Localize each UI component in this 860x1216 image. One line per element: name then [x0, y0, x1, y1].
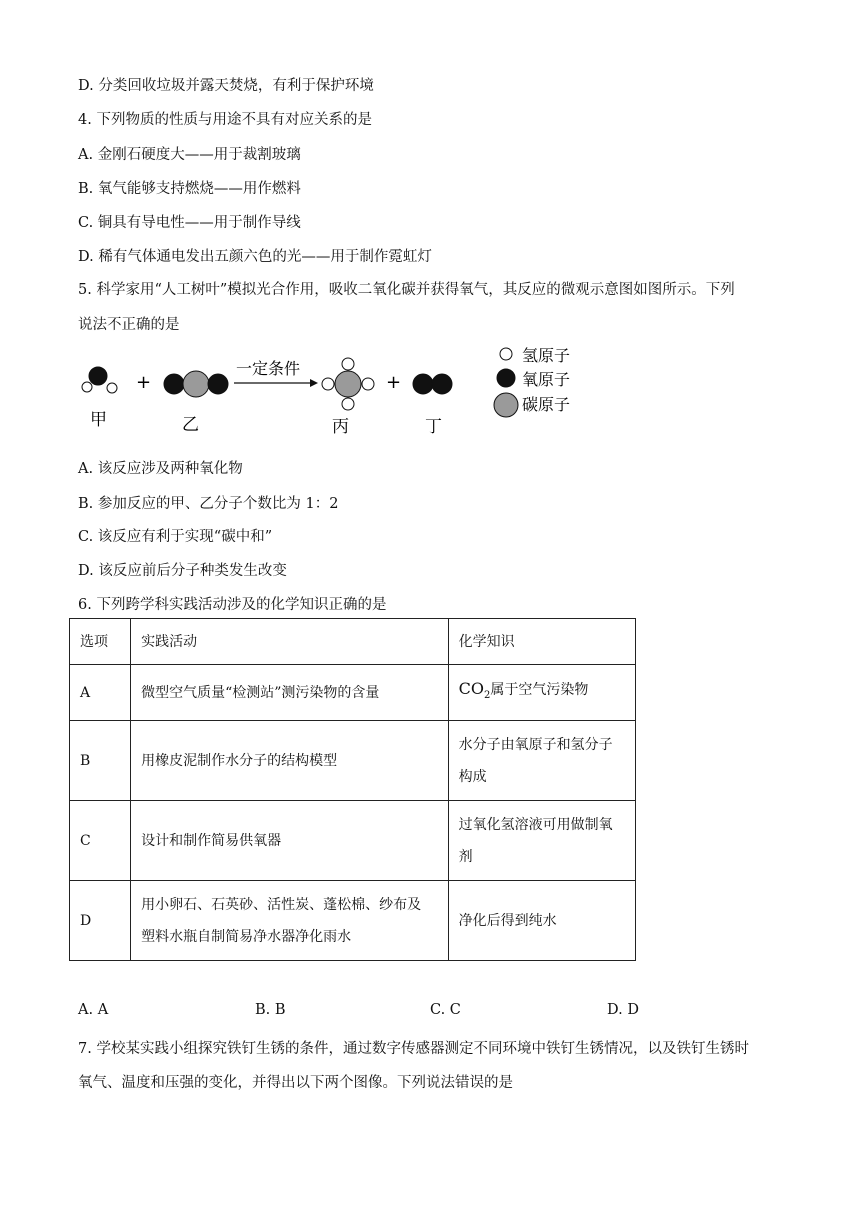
activity-line2: 塑料水瓶自制简易净水器净化雨水 [141, 928, 352, 945]
oxygen-atom [413, 374, 433, 394]
knowledge-line1: 过氧化氢溶液可用做制氧 [458, 816, 613, 833]
answer-option-d: D. D [607, 1002, 639, 1018]
table-row [70, 801, 636, 881]
molecule-bing [322, 358, 374, 410]
arrow-condition: 一定条件 [236, 359, 301, 378]
molecule-jia [82, 367, 117, 393]
arrow-head-icon [310, 379, 318, 387]
answer-option-c: C. C [430, 1002, 461, 1018]
q4-stem: 4. 下列物质的性质与用途不具有对应关系的是 [78, 112, 372, 128]
oxygen-atom [208, 374, 228, 394]
cell-activity: 用橡皮泥制作水分子的结构模型 [131, 721, 449, 801]
carbon-legend-icon [494, 393, 518, 417]
oxygen-atom [164, 374, 184, 394]
hydrogen-legend-icon [500, 348, 512, 360]
q5-option-b: B. 参加反应的甲、乙分子个数比为 1：2 [78, 496, 339, 512]
header-option: 选项 [70, 619, 131, 665]
knowledge-line2: 构成 [458, 768, 487, 785]
cell-knowledge [448, 801, 635, 881]
table-row [70, 721, 636, 801]
cell-activity: 微型空气质量“检测站”测污染物的含量 [131, 665, 449, 721]
cell-knowledge [448, 665, 635, 721]
header-activity: 实践活动 [131, 619, 449, 665]
label-bing: 丙 [332, 417, 349, 437]
legend-carbon: 碳原子 [522, 395, 571, 414]
q4-option-d: D. 稀有气体通电发出五颜六色的光——用于制作霓虹灯 [78, 249, 432, 265]
q7-stem-line1: 7. 学校某实践小组探究铁钉生锈的条件，通过数字传感器测定不同环境中铁钉生锈情况，以及铁钉生锈时 [78, 1041, 749, 1057]
knowledge-text: 属于空气污染物 [490, 682, 589, 699]
q4-option-c: C. 铜具有导电性——用于制作导线 [78, 215, 301, 231]
cell-activity: 设计和制作简易供氧器 [131, 801, 449, 881]
knowledge-line2: 剂 [458, 848, 473, 865]
cell-option: A [70, 665, 131, 721]
q7-stem-line2: 氧气、温度和压强的变化，并得出以下两个图像。下列说法错误的是 [78, 1075, 513, 1091]
q3-option-d: D. 分类回收垃圾并露天焚烧，有利于保护环境 [78, 78, 374, 94]
q4-option-b: B. 氧气能够支持燃烧——用作燃料 [78, 181, 301, 197]
q5-stem-line2: 说法不正确的是 [78, 317, 180, 333]
molecule-yi [164, 371, 228, 397]
q5-stem-line1: 5. 科学家用“人工树叶”模拟光合作用，吸收二氧化碳并获得氧气，其反应的微观示意图如图所示。下列 [78, 282, 735, 298]
oxygen-atom [89, 367, 107, 385]
hydrogen-atom [107, 383, 117, 393]
q6-answer-options [78, 1002, 678, 1022]
table-row [70, 665, 636, 721]
hydrogen-atom [82, 382, 92, 392]
oxygen-atom [432, 374, 452, 394]
cell-option: B [70, 721, 131, 801]
cell-option: C [70, 801, 131, 881]
carbon-atom [183, 371, 209, 397]
q6-stem: 6. 下列跨学科实践活动涉及的化学知识正确的是 [78, 597, 387, 613]
co2-subscript: 2 [484, 689, 491, 701]
oxygen-legend-icon [497, 369, 515, 387]
q5-option-d: D. 该反应前后分子种类发生改变 [78, 563, 287, 579]
knowledge-line1: 水分子由氧原子和氢分子 [458, 736, 613, 753]
molecule-ding [413, 374, 452, 394]
plus-sign-1: + [136, 372, 152, 393]
cell-knowledge: 净化后得到纯水 [448, 881, 635, 961]
cell-knowledge [448, 721, 635, 801]
carbon-atom [335, 371, 361, 397]
answer-option-a: A. A [78, 1002, 109, 1018]
co2-formula: CO [458, 679, 484, 699]
q5-option-a: A. 该反应涉及两种氧化物 [78, 461, 243, 477]
table-row [70, 881, 636, 961]
hydrogen-atom [362, 378, 374, 390]
table-header-row [70, 619, 636, 665]
q5-option-c: C. 该反应有利于实现“碳中和” [78, 529, 273, 545]
q6-table [69, 618, 636, 961]
hydrogen-atom [342, 358, 354, 370]
label-jia: 甲 [90, 410, 107, 430]
atom-legend [490, 342, 610, 432]
hydrogen-atom [342, 398, 354, 410]
label-ding: 丁 [425, 417, 442, 437]
hydrogen-atom [322, 378, 334, 390]
plus-sign-2: + [386, 372, 402, 393]
q4-option-a: A. 金刚石硬度大——用于裁割玻璃 [78, 147, 301, 163]
cell-activity [131, 881, 449, 961]
answer-option-b: B. B [255, 1002, 286, 1018]
legend-oxygen: 氧原子 [522, 370, 571, 389]
label-yi: 乙 [182, 415, 199, 435]
legend-hydrogen: 氢原子 [522, 346, 571, 365]
cell-option: D [70, 881, 131, 961]
header-knowledge: 化学知识 [448, 619, 635, 665]
activity-line1: 用小卵石、石英砂、活性炭、蓬松棉、纱布及 [141, 896, 422, 913]
